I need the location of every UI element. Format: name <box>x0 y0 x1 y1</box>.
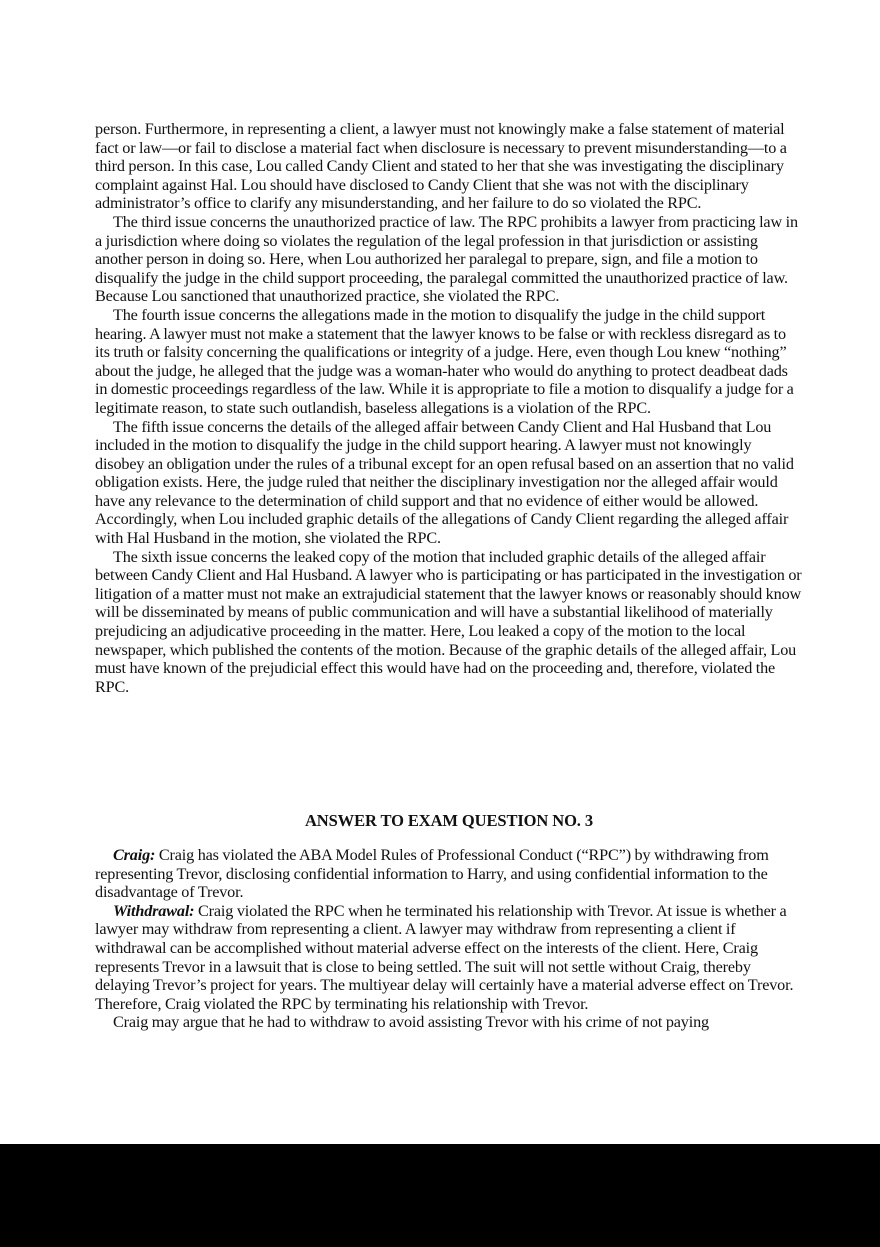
viewer-background-bar <box>0 1144 880 1247</box>
answer-section <box>95 846 803 1032</box>
run-in-heading-craig: Craig: <box>113 846 156 864</box>
paragraph-craig-argument <box>95 1013 803 1032</box>
paragraph-sixth-issue: The sixth issue concerns the leaked copy of the motion that included graphic details of the alleged affair between Candy Client and Hal Husband. A lawyer who is participating or has participated in the investigation or litigation of a matter must not make an extrajudicial statement that the lawyer knows or reasonably should know will be disseminated by means of public communication and will have a substantial likelihood of materially prejudicing an adjudicative proceeding in the matter. Here, Lou leaked a copy of the motion to the local newspaper, which published the contents of the motion. Because of the graphic details of the alleged affair, Lou must have known of the prejudicial effect this would have had on the proceeding and, therefore, violated the RPC. <box>95 547 802 696</box>
paragraph-fifth-issue: The fifth issue concerns the details of the alleged affair between Candy Client and Hal Husband that Lou included in the motion to disqualify the judge in the child support hearing. A lawyer must not knowingly disobey an obligation under the rules of a tribunal except for an open refusal based on an assertion that no valid obligation exists. Here, the judge ruled that neither the disciplinary investigation nor the alleged affair would have any relevance to the determination of child support and that no evidence of either would be allowed. Accordingly, when Lou included graphic details of the allegations of Candy Client regarding the alleged affair with Hal Husband in the motion, she violated the RPC. <box>95 417 794 548</box>
run-in-heading-withdrawal: Withdrawal: <box>113 901 195 920</box>
paragraph-text: Craig violated the RPC when he terminated his relationship with Trevor. At issue is whether a lawyer may withdraw from representing a client. A lawyer may withdraw from representing a client if withdrawal can be accomplished without material adverse effect on the interests of the client. Here, Craig represents Trevor in a lawsuit that is close to being settled. The suit will not settle without Craig, thereby delaying Trevor’s project for years. The multiyear delay will certainly have a material adverse effect on Trevor. Therefore, Craig violated the RPC by terminating his relationship with Trevor. <box>95 901 794 1013</box>
paragraph-continuation: person. Furthermore, in representing a client, a lawyer must not knowingly make a false statement of material fact or law—or fail to disclose a material fact when disclosure is necessary to prevent misunderstanding—to a third person. In this case, Lou called Candy Client and stated to her that she was investigating the disciplinary complaint against Hal. Lou should have disclosed to Candy Client that she was not with the disciplinary administrator’s office to clarify any misunderstanding, and her failure to do so violated the RPC. <box>95 120 787 213</box>
section-heading: ANSWER TO EXAM QUESTION NO. 3 <box>304 811 594 830</box>
paragraph-craig <box>95 846 803 902</box>
continuation-section <box>95 120 803 696</box>
paragraph-third-issue: The third issue concerns the unauthorized practice of law. The RPC prohibits a lawyer from practicing law in a jurisdiction where doing so violates the regulation of the legal profession in that jurisdiction or assisting another person in doing so. Here, when Lou authorized her paralegal to prepare, sign, and file a motion to disqualify the judge in the child support proceeding, the paralegal committed the unauthorized practice of law. Because Lou sanctioned that unauthorized practice, she violated the RPC. <box>95 212 798 306</box>
paragraph-text: Craig may argue that he had to withdraw to avoid assisting Trevor with his crime of not paying <box>113 1013 709 1032</box>
paragraph-fourth-issue: The fourth issue concerns the allegations made in the motion to disqualify the judge in the child support hearing. A lawyer must not make a statement that the lawyer knows to be false or with reckless disregard as to its truth or falsity concerning the qualifications or integrity of a judge. Here, even though Lou knew “nothing” about the judge, he alleged that the judge was a woman-hater who would do anything to protect deadbeat dads in domestic proceedings regardless of the law. While it is appropriate to file a motion to disqualify a judge for a legitimate reason, to state such outlandish, baseless allegations is a violation of the RPC. <box>95 305 794 417</box>
paragraph-withdrawal <box>95 902 803 1014</box>
paragraph-text: Craig has violated the ABA Model Rules of Professional Conduct (“RPC”) by withdrawing from representing Trevor, disclosing confidential information to Harry, and using confidential information to the disadvantage of Trevor. <box>95 846 769 902</box>
